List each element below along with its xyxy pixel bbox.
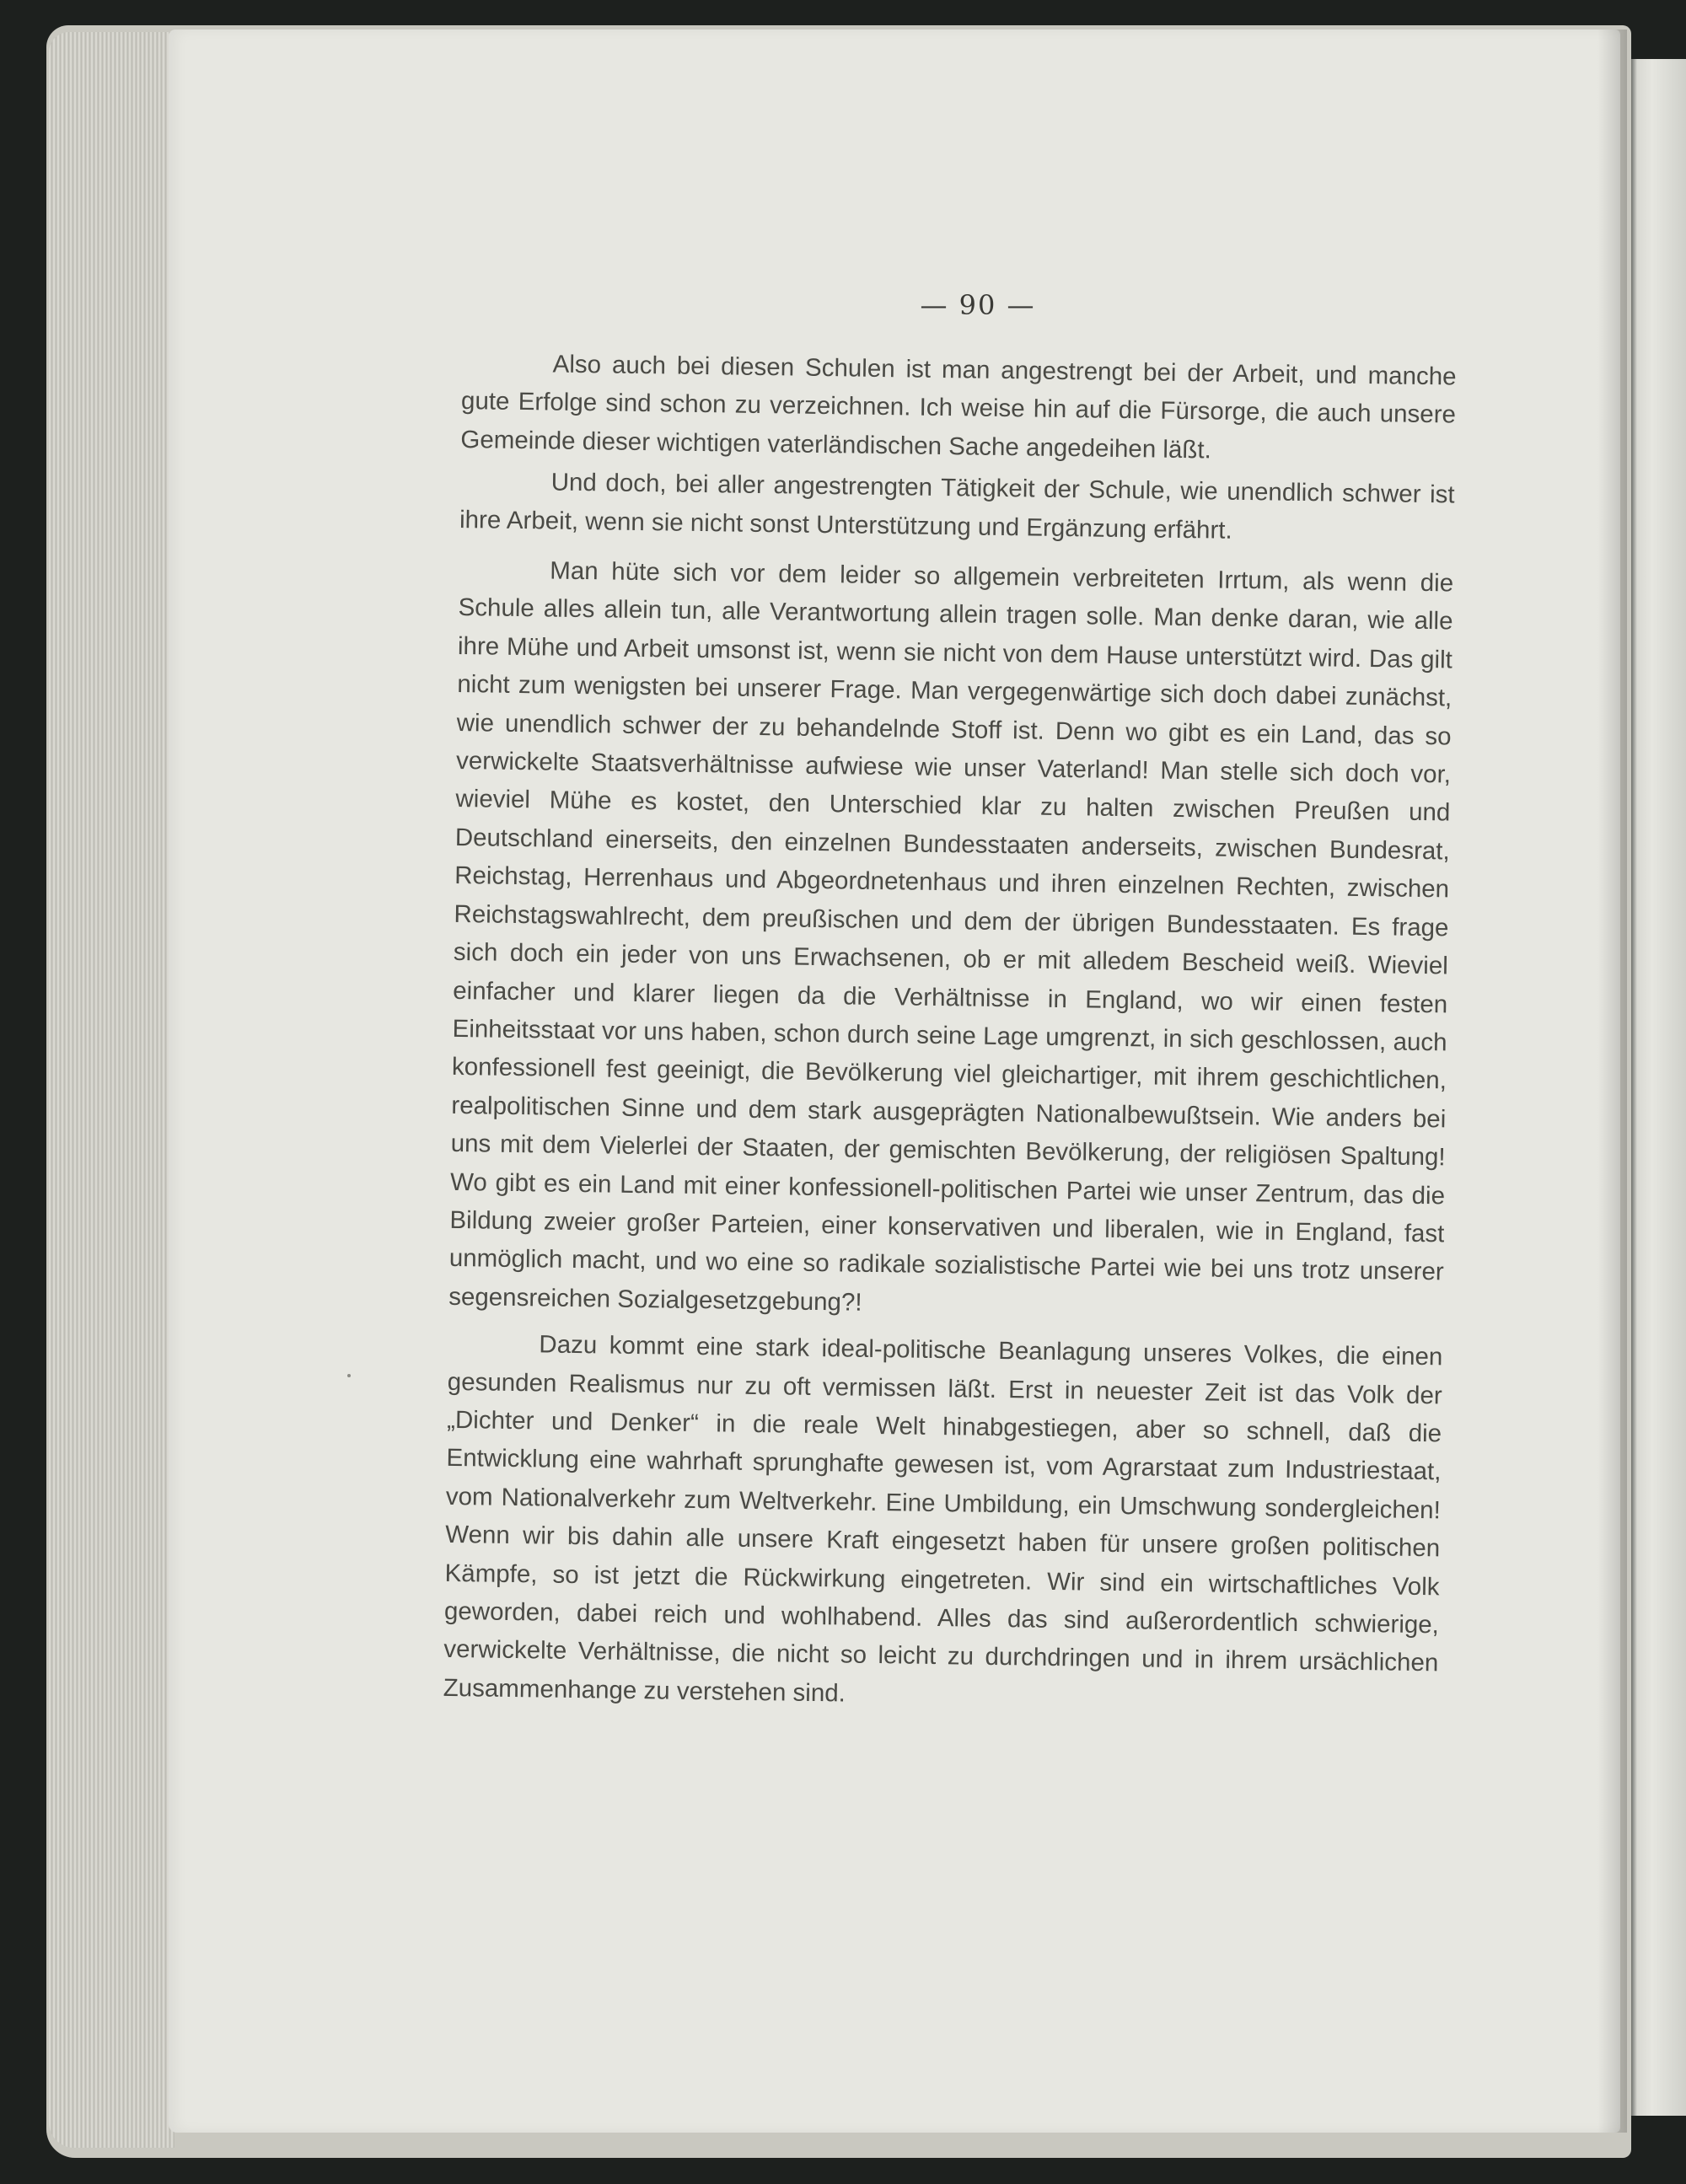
paragraph: Also auch bei diesen Schulen ist man angestrengt bei der Arbeit, und manche gute Erfolge sind schon zu verzeichnen. Ich weise hin auf die Fürsorge, die auch unsere Gemeinde dieser wichtigen vaterländischen Sache angedeihen läßt. bbox=[460, 350, 1457, 464]
body-text bbox=[443, 344, 1457, 1725]
page-edges bbox=[49, 32, 175, 2148]
page-number: — 90 — bbox=[920, 289, 1036, 321]
paragraph: Man hüte sich vor dem leider so allgemein verbreiteten Irrtum, als wenn die Schule alles allein tun, alle Verantwortung allein tragen solle. Man denke daran, wie alle ihre Mühe und Arbeit umsonst ist, wenn sie nicht von dem Hause unterstützt wird. Das gilt nicht zum wenigsten bei unserer Frage. Man vergegenwärtige sich doch dabei zunächst, wie unendlich schwer der zu behandelnde Stoff ist. Denn wo gibt es ein Land, das so verwickelte Staatsverhältnisse aufwiese wie unser Vaterland! Man stelle sich doch vor, wieviel Mühe es kostet, den Unterschied klar zu halten zwischen Preußen und Deutschland einerseits, den einzelnen Bundesstaaten anderseits, zwischen Bundesrat, Reichstag, Herrenhaus und Abgeordnetenhaus und ihren einzelnen Rechten, zwischen Reichstagswahlrecht, dem preußischen und dem der übrigen Bundesstaaten. Es frage sich doch ein jeder von uns Erwachsenen, ob er mit alledem Bescheid weiß. Wieviel einfacher und klarer liegen da die Verhältnisse in England, wo wir einen festen Einheitsstaat vor uns haben, schon durch seine Lage umgrenzt, in sich geschlossen, auch konfessionell fest geeinigt, die Bevölkerung viel gleichartiger, mit ihrem geschichtlichen, realpolitischen Sinne und dem stark ausgeprägten Nationalbewußtsein. Wie anders bei uns mit dem Vielerlei der Staaten, der gemischten Bevölkerung, der religiösen Spaltung! Wo gibt es ein Land mit einer konfessionell-politischen Partei wie unser Zentrum, das die Bildung zweier großer Parteien, einer konservativen und liberalen, wie in England, fast unmöglich macht, und wo eine so radikale sozialistische Partei wie bei uns trotz unserer segensreichen Sozialgesetzgebung?! bbox=[448, 556, 1454, 1317]
paragraph: Dazu kommt eine stark ideal-politische Beanlagung unseres Volkes, die einen gesunden Realismus nur zu oft vermissen läßt. Erst in neuester Zeit ist das Volk der „Dichter und Denker“ in die reale Welt hinabgestiegen, aber so schnell, daß die Entwicklung eine wahrhaft sprunghafte gewesen ist, vom Agrarstaat zum Industriestaat, vom Nationalverkehr zum Weltverkehr. Eine Umbildung, ein Umschwung sondergleichen! Wenn wir bis dahin alle unsere Kraft eingesetzt haben für unsere großen politischen Kämpfe, so ist jetzt die Rückwirkung eingetreten. Wir sind ein wirtschaftliches Volk geworden, dabei reich und wohlhabend. Alles das sind außerordentlich schwierige, verwickelte Verhältnisse, die nicht so leicht zu durchdringen und in ihrem ursächlichen Zusammenhange zu verstehen sind. bbox=[443, 1330, 1443, 1708]
facing-page-edge bbox=[1627, 59, 1686, 2116]
paragraph: Und doch, bei aller angestrengten Tätigkeit der Schule, wie unendlich schwer ist ihre Arbeit, wenn sie nicht sonst Unterstützung und Ergänzung erfährt. bbox=[459, 468, 1455, 545]
margin-speck bbox=[347, 1374, 351, 1377]
gutter-shadow bbox=[1597, 30, 1627, 2133]
